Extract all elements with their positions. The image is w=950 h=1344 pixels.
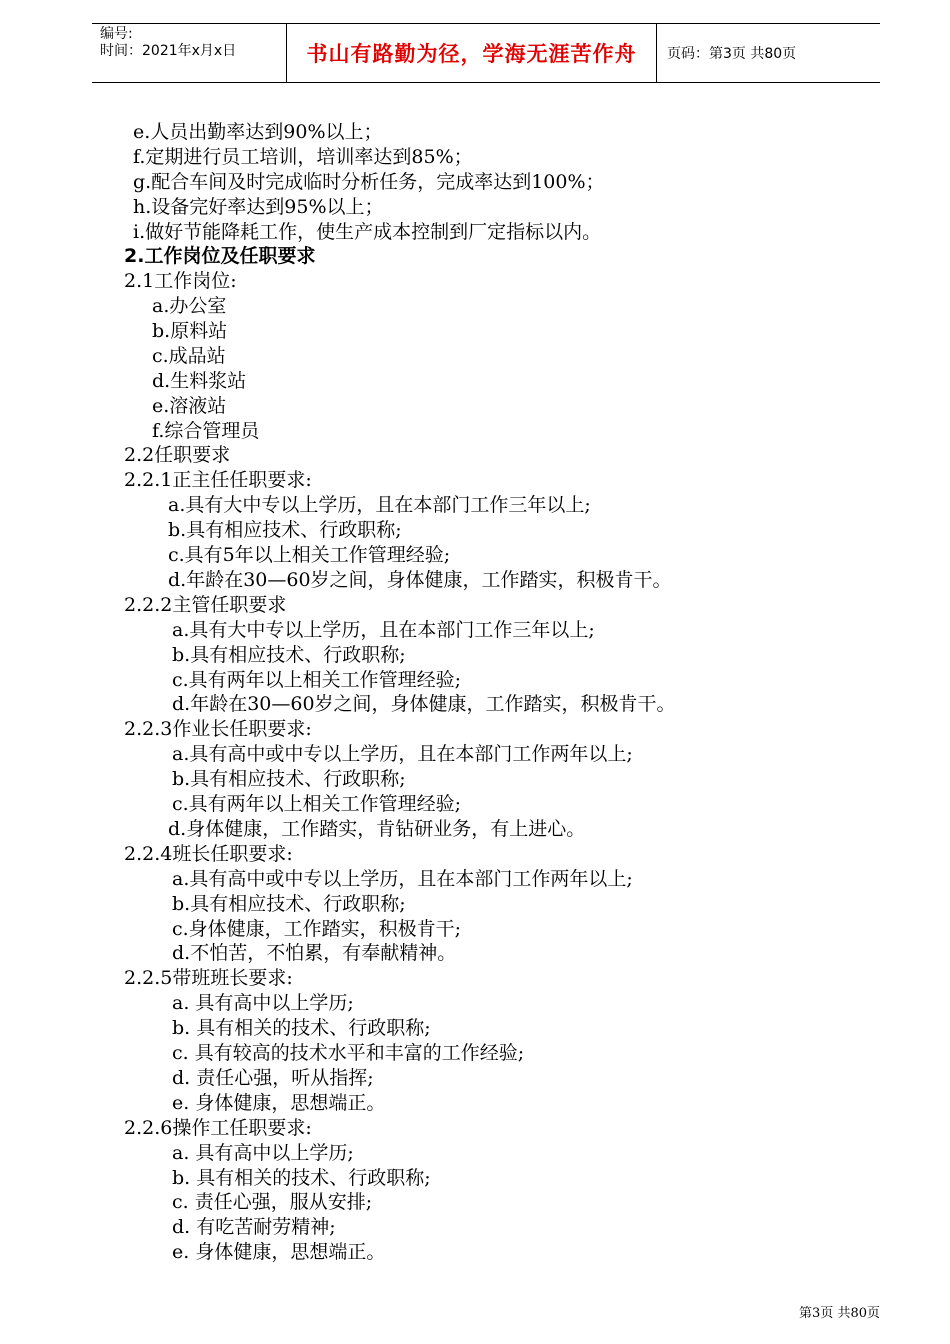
list-item: e.溶液站 <box>152 395 227 417</box>
page-header <box>92 23 880 83</box>
list-item: a.具有大中专以上学历，且在本部门工作三年以上; <box>168 494 591 516</box>
list-item: b.原料站 <box>152 320 228 342</box>
list-item: a. 具有高中以上学历; <box>172 992 354 1014</box>
list-item: a.办公室 <box>152 295 227 317</box>
list-item: c. 责任心强，服从安排; <box>172 1191 373 1213</box>
list-item: d.生料浆站 <box>152 370 247 392</box>
list-item: b.具有相应技术、行政职称; <box>168 519 402 541</box>
text-line: i.做好节能降耗工作，使生产成本控制到厂定指标以内。 <box>133 221 602 243</box>
subsection-heading: 2.2任职要求 <box>124 444 231 466</box>
list-item: b. 具有相关的技术、行政职称; <box>172 1167 431 1189</box>
text-line: g.配合车间及时完成临时分析任务，完成率达到100%； <box>133 171 605 193</box>
list-item: c.具有两年以上相关工作管理经验; <box>172 793 462 815</box>
list-item: d.年龄在30—60岁之间，身体健康，工作踏实，积极肯干。 <box>168 569 672 591</box>
header-page-number: 页码：第3页 共80页 <box>667 46 797 62</box>
subsection-heading: 2.2.4班长任职要求: <box>124 843 293 865</box>
subsection-heading: 2.2.2主管任职要求 <box>124 594 287 616</box>
text-line: h.设备完好率达到95%以上； <box>133 196 384 218</box>
list-item: a. 具有高中以上学历; <box>172 1142 354 1164</box>
list-item: c.具有两年以上相关工作管理经验; <box>172 669 462 691</box>
list-item: b.具有相应技术、行政职称; <box>172 893 406 915</box>
list-item: c.成品站 <box>152 345 226 367</box>
list-item: e. 身体健康，思想端正。 <box>172 1092 386 1114</box>
list-item: a.具有大中专以上学历，且在本部门工作三年以上; <box>172 619 595 641</box>
list-item: d.身体健康，工作踏实，肯钻研业务，有上进心。 <box>168 818 586 840</box>
subsection-heading: 2.2.6操作工任职要求: <box>124 1117 312 1139</box>
subsection-heading: 2.2.3作业长任职要求: <box>124 718 312 740</box>
text-line: e.人员出勤率达到90%以上； <box>133 121 383 143</box>
subsection-heading: 2.2.1正主任任职要求: <box>124 469 312 491</box>
header-meta <box>92 24 287 82</box>
list-item: d.年龄在30—60岁之间，身体健康，工作踏实，积极肯干。 <box>172 693 676 715</box>
page-footer: 第3页 共80页 <box>799 1306 880 1321</box>
list-item: a.具有高中或中专以上学历，且在本部门工作两年以上; <box>172 743 633 765</box>
number-label: 编号: <box>100 26 133 42</box>
list-item: b.具有相应技术、行政职称; <box>172 768 406 790</box>
time-label: 时间：2021年x月x日 <box>100 43 237 59</box>
list-item: f.综合管理员 <box>152 420 260 442</box>
text-line: f.定期进行员工培训，培训率达到85%； <box>133 146 473 168</box>
list-item: d.不怕苦，不怕累，有奉献精神。 <box>172 942 457 964</box>
subsection-heading: 2.1工作岗位: <box>124 270 237 292</box>
list-item: d. 有吃苦耐劳精神; <box>172 1216 336 1238</box>
header-motto: 书山有路勤为径，学海无涯苦作舟 <box>287 24 657 82</box>
list-item: c.身体健康，工作踏实，积极肯干; <box>172 918 462 940</box>
list-item: d. 责任心强，听从指挥; <box>172 1067 374 1089</box>
subsection-heading: 2.2.5带班班长要求: <box>124 967 293 989</box>
section-heading: 2.工作岗位及任职要求 <box>124 245 316 267</box>
list-item: b. 具有相关的技术、行政职称; <box>172 1017 431 1039</box>
list-item: a.具有高中或中专以上学历，且在本部门工作两年以上; <box>172 868 633 890</box>
list-item: e. 身体健康，思想端正。 <box>172 1241 386 1263</box>
list-item: b.具有相应技术、行政职称; <box>172 644 406 666</box>
list-item: c.具有5年以上相关工作管理经验; <box>168 544 451 566</box>
list-item: c. 具有较高的技术水平和丰富的工作经验; <box>172 1042 525 1064</box>
